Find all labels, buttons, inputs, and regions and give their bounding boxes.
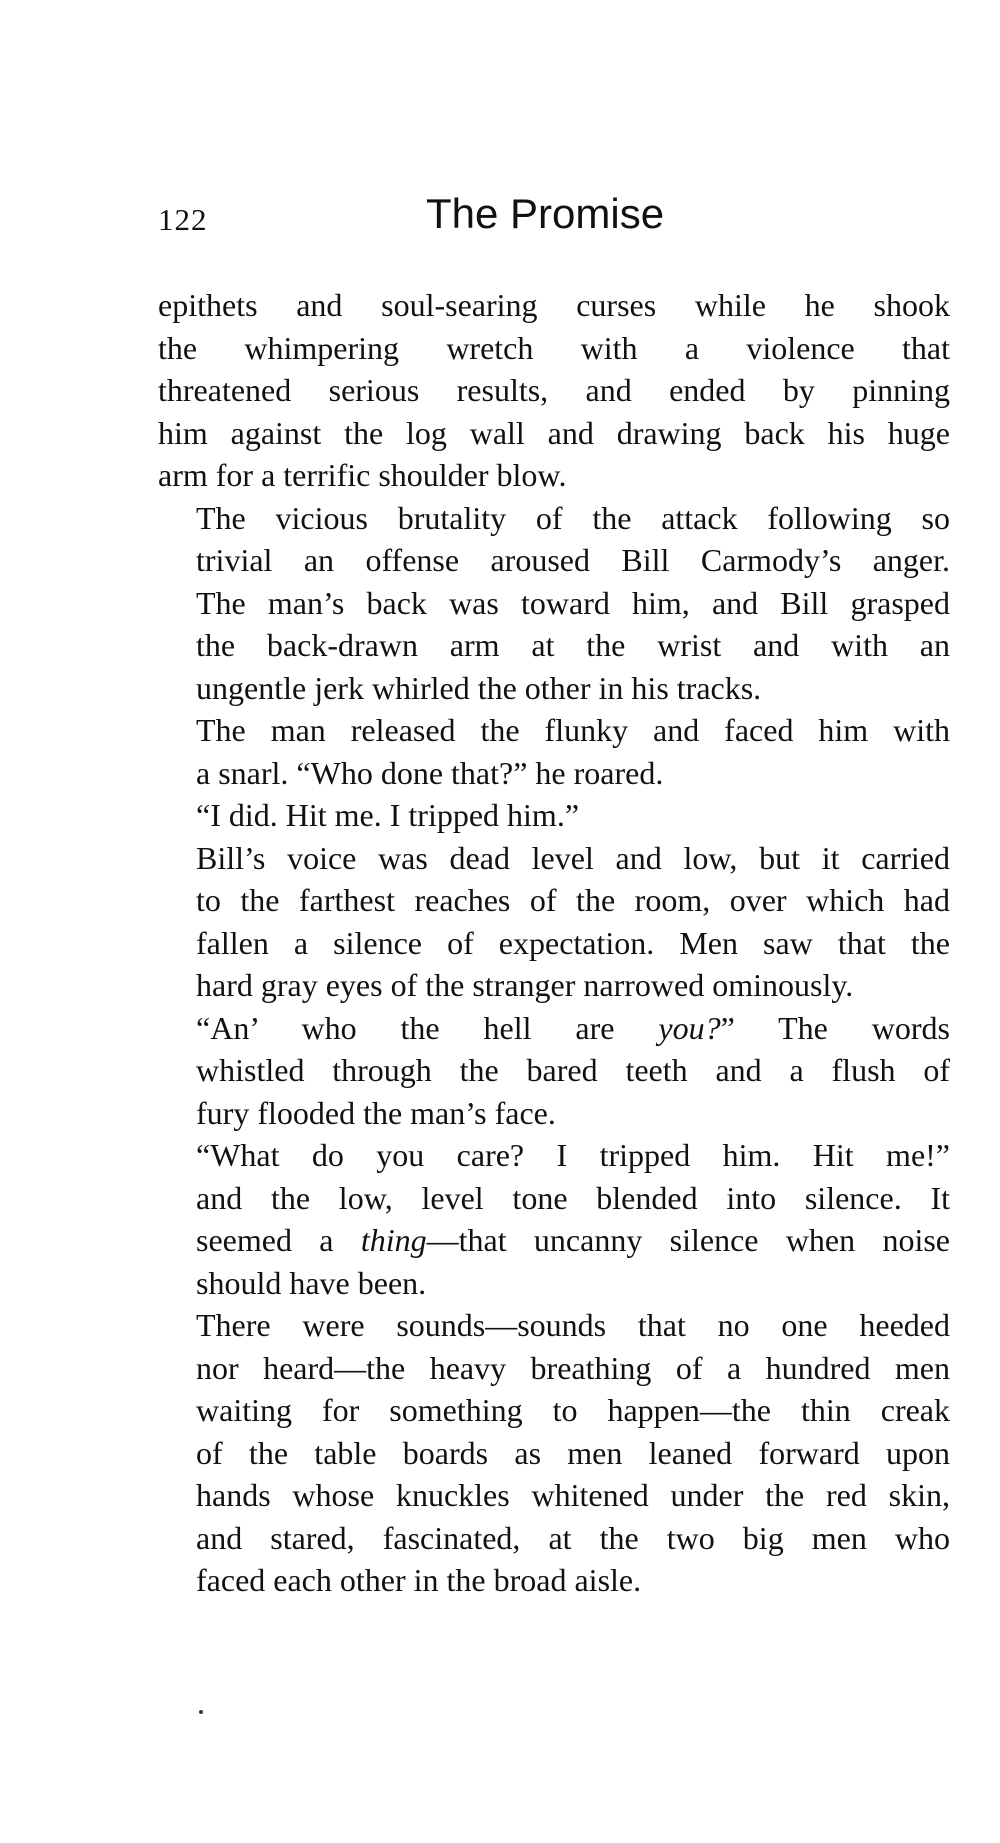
text-line: and stared, fascinated, at the two big men who bbox=[196, 1519, 950, 1556]
running-title: The Promise bbox=[426, 190, 665, 237]
running-head bbox=[158, 190, 948, 250]
emphasis: thing bbox=[360, 1222, 427, 1258]
text-line: fallen a silence of expectation. Men saw that the bbox=[196, 924, 950, 961]
text-line: trivial an offense aroused Bill Carmody’s anger. bbox=[196, 542, 950, 578]
text-line: The man’s back was toward him, and Bill grasped bbox=[196, 584, 950, 621]
text-line: hands whose knuckles whitened under the red skin, bbox=[196, 1477, 950, 1513]
print-speck bbox=[199, 1710, 203, 1714]
text-line: the whimpering wretch with a violence that bbox=[158, 329, 950, 366]
text-line: ungentle jerk whirled the other in his tracks. bbox=[196, 669, 762, 706]
paragraph bbox=[158, 794, 950, 837]
text-line: threatened serious results, and ended by pinning bbox=[158, 372, 950, 408]
text-line: “What do you care? I tripped him. Hit me!” bbox=[196, 1137, 950, 1173]
text-line: to the farthest reaches of the room, over which had bbox=[196, 882, 950, 918]
paragraph bbox=[158, 709, 950, 794]
text-line: epithets and soul-searing curses while he shook bbox=[158, 287, 950, 323]
paragraph bbox=[158, 837, 950, 1007]
text-line: the back-drawn arm at the wrist and with an bbox=[196, 627, 950, 663]
paragraph bbox=[158, 1134, 950, 1304]
text-line: and the low, level tone blended into silence. It bbox=[196, 1179, 950, 1216]
text-line: There were sounds—sounds that no one heeded bbox=[196, 1307, 950, 1343]
paragraph bbox=[158, 1007, 950, 1135]
paragraph bbox=[158, 284, 950, 497]
paragraph bbox=[158, 497, 950, 710]
text-line: a snarl. “Who done that?” he roared. bbox=[196, 754, 664, 791]
text-line: fury flooded the man’s face. bbox=[196, 1094, 556, 1131]
text-line: nor heard—the heavy breathing of a hundred men bbox=[196, 1349, 950, 1386]
text-line: Bill’s voice was dead level and low, but it carried bbox=[196, 839, 950, 876]
text-line: hard gray eyes of the stranger narrowed ominously. bbox=[196, 967, 854, 1003]
text-line: whistled through the bared teeth and a flush of bbox=[196, 1052, 950, 1088]
emphasis: you? bbox=[658, 1009, 721, 1046]
text-line: The vicious brutality of the attack following so bbox=[196, 499, 950, 536]
text-line: The man released the flunky and faced him with bbox=[196, 712, 950, 748]
text-line: “An’ who the hell are you?” The words bbox=[196, 1009, 951, 1046]
paragraph bbox=[158, 1304, 950, 1602]
text-line: faced each other in the broad aisle. bbox=[196, 1562, 642, 1598]
text-line: of the table boards as men leaned forward upon bbox=[196, 1434, 950, 1471]
text-line: “I did. Hit me. I tripped him.” bbox=[196, 797, 580, 833]
text-line: should have been. bbox=[196, 1264, 427, 1301]
page-number: 122 bbox=[158, 202, 208, 237]
text-line: waiting for something to happen—the thin creak bbox=[196, 1392, 950, 1428]
text-line: him against the log wall and drawing back his huge bbox=[158, 414, 950, 451]
body-text bbox=[158, 284, 950, 1602]
text-line: arm for a terrific shoulder blow. bbox=[158, 457, 567, 493]
text-line: seemed a thing—that uncanny silence when noise bbox=[196, 1222, 950, 1258]
